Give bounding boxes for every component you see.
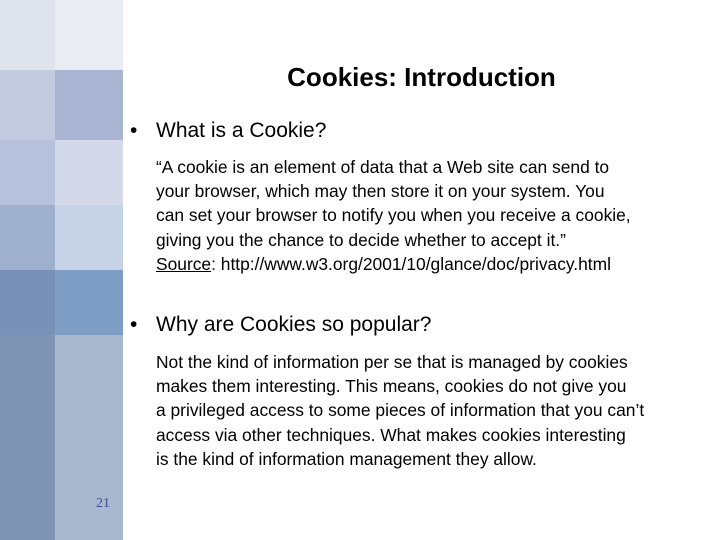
- decorative-mosaic: [0, 0, 123, 540]
- explanation-line: is the kind of information management they allow.: [156, 448, 537, 469]
- mosaic-tile: [55, 335, 123, 540]
- bullet-why-popular: [130, 313, 431, 337]
- bullet-icon: •: [130, 119, 138, 142]
- mosaic-tile: [55, 70, 123, 140]
- cookie-definition-quote: [156, 155, 716, 276]
- source-url: : http://www.w3.org/2001/10/glance/doc/privacy.html: [211, 253, 611, 274]
- slide-title: Cookies: Introduction: [287, 62, 556, 92]
- mosaic-tile: [55, 140, 123, 205]
- bullet-icon: •: [130, 313, 138, 336]
- bullet-heading: Why are Cookies so popular?: [156, 313, 432, 336]
- mosaic-tile: [0, 205, 55, 270]
- page-number: 21: [96, 496, 110, 511]
- mosaic-tile: [0, 70, 55, 140]
- quote-line: your browser, which may then store it on your system. You: [156, 181, 605, 202]
- explanation-line: access via other techniques. What makes cookies interesting: [156, 424, 626, 445]
- mosaic-tile: [0, 270, 55, 335]
- quote-line: “A cookie is an element of data that a Web site can send to: [156, 157, 610, 177]
- mosaic-tile: [55, 205, 123, 270]
- mosaic-tile: [0, 335, 55, 540]
- mosaic-tile: [55, 270, 123, 335]
- source-label: Source: [156, 253, 212, 274]
- explanation-line: a privileged access to some pieces of information that you can’t: [156, 400, 645, 421]
- popularity-explanation: [156, 350, 716, 471]
- quote-line: giving you the chance to decide whether to accept it.”: [156, 229, 566, 250]
- mosaic-tile: [0, 140, 55, 205]
- bullet-heading: What is a Cookie?: [156, 119, 327, 142]
- mosaic-tile: [55, 0, 123, 70]
- quote-line: can set your browser to notify you when you receive a cookie,: [156, 205, 631, 226]
- explanation-line: Not the kind of information per se that is managed by cookies: [156, 352, 628, 372]
- bullet-what-is-cookie: [130, 119, 326, 143]
- source-line: [156, 252, 716, 276]
- mosaic-tile: [0, 0, 55, 70]
- explanation-line: makes them interesting. This means, cookies do not give you: [156, 376, 627, 397]
